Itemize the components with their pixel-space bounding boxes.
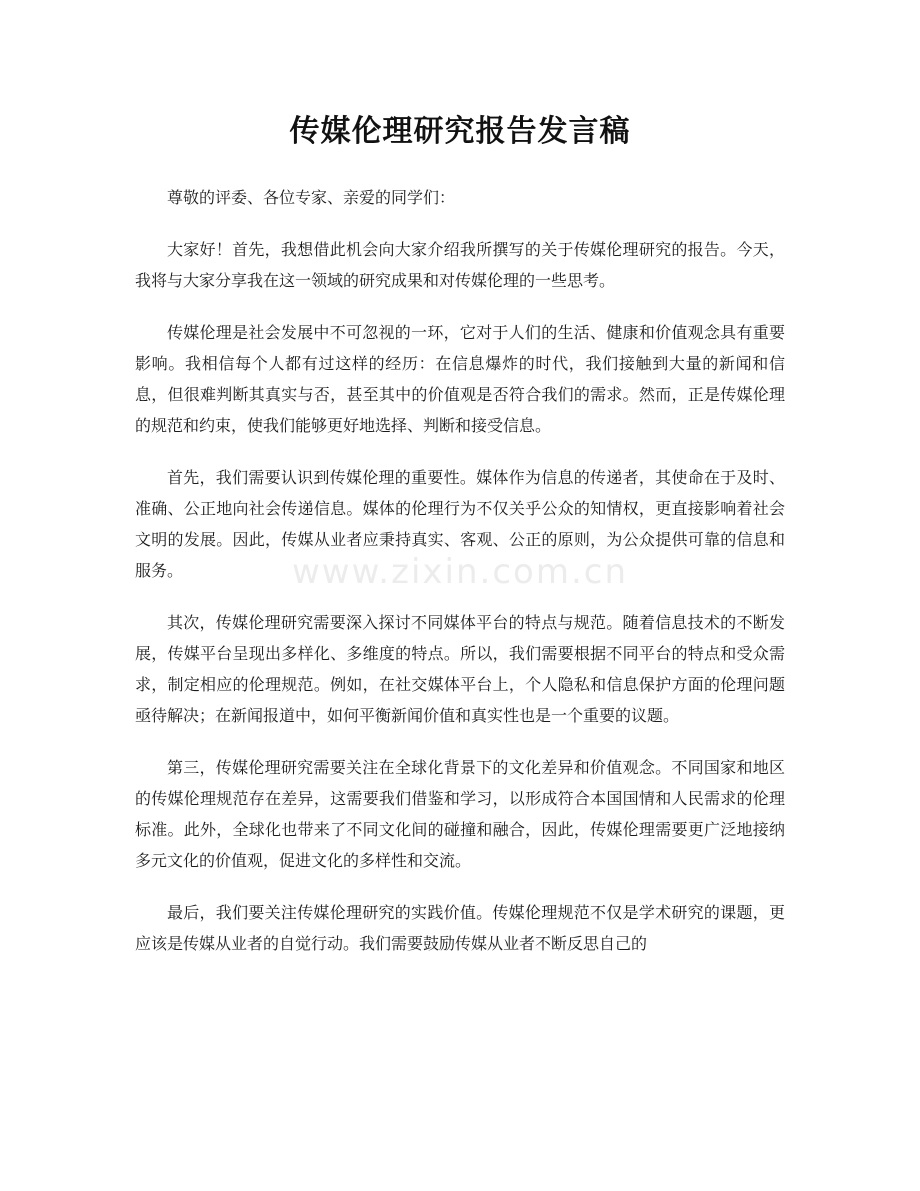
body-paragraph-6: 最后，我们要关注传媒伦理研究的实践价值。传媒伦理规范不仅是学术研究的课题，更应该是传媒从业者的自觉行动。我们需要鼓励传媒从业者不断反思自己的 bbox=[135, 903, 785, 953]
body-paragraph-2: 传媒伦理是社会发展中不可忽视的一环，它对于人们的生活、健康和价值观念具有重要影响。我相信每个人都有过这样的经历：在信息爆炸的时代，我们接触到大量的新闻和信息，但很难判断其真实与否，甚至其中的价值观是否符合我们的需求。然而，正是传媒伦理的规范和约束，使我们能够更好地选择、判断和接受信息。 bbox=[135, 323, 785, 435]
watermark-text: www.zixin.com.cn bbox=[292, 552, 628, 592]
body-paragraph-1: 大家好！首先，我想借此机会向大家介绍我所撰写的关于传媒伦理研究的报告。今天，我将与大家分享我在这一领域的研究成果和对传媒伦理的一些思考。 bbox=[135, 240, 785, 290]
body-paragraph-4: 其次，传媒伦理研究需要深入探讨不同媒体平台的特点与规范。随着信息技术的不断发展，传媒平台呈现出多样化、多维度的特点。所以，我们需要根据不同平台的特点和受众需求，制定相应的伦理规范。例如，在社交媒体平台上，个人隐私和信息保护方面的伦理问题亟待解决；在新闻报道中，如何平衡新闻价值和真实性也是一个重要的议题。 bbox=[135, 613, 785, 725]
salutation-paragraph: 尊敬的评委、各位专家、亲爱的同学们： bbox=[167, 188, 456, 207]
body-paragraph-5: 第三，传媒伦理研究需要关注在全球化背景下的文化差异和价值观念。不同国家和地区的传媒伦理规范存在差异，这需要我们借鉴和学习，以形成符合本国国情和人民需求的伦理标准。此外，全球化也带来了不同文化间的碰撞和融合，因此，传媒伦理需要更广泛地接纳多元文化的价值观，促进文化的多样性和交流。 bbox=[135, 758, 785, 870]
body-paragraph-3: 首先，我们需要认识到传媒伦理的重要性。媒体作为信息的传递者，其使命在于及时、准确、公正地向社会传递信息。媒体的伦理行为不仅关乎公众的知情权，更直接影响着社会文明的发展。因此，传媒从业者应秉持真实、客观、公正的原则，为公众提供可靠的信息和服务。 bbox=[135, 468, 785, 580]
document-title: 传媒伦理研究报告发言稿 bbox=[289, 114, 631, 149]
